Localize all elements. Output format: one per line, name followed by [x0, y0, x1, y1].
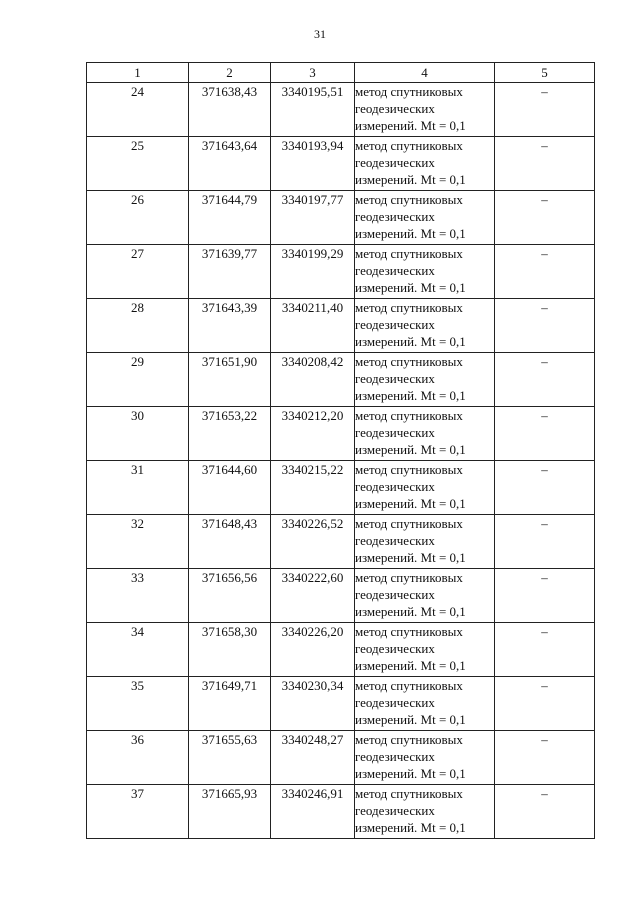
method-line: метод спутниковых [355, 570, 463, 585]
note-cell: – [495, 677, 595, 731]
coordinates-table [86, 62, 595, 839]
method-line: геодезических [355, 425, 435, 440]
point-number-cell: 31 [87, 461, 189, 515]
method-line: измерений. Mt = 0,1 [355, 172, 466, 187]
x-coordinate-cell: 371651,90 [189, 353, 271, 407]
method-line: измерений. Mt = 0,1 [355, 820, 466, 835]
header-col-2: 2 [189, 63, 271, 83]
point-number-cell: 29 [87, 353, 189, 407]
point-number-cell: 26 [87, 191, 189, 245]
method-line: измерений. Mt = 0,1 [355, 118, 466, 133]
note-cell: – [495, 407, 595, 461]
note-cell: – [495, 731, 595, 785]
method-cell [355, 623, 495, 677]
page-number: 31 [314, 27, 326, 41]
table-row [87, 677, 595, 731]
method-line: измерений. Mt = 0,1 [355, 442, 466, 457]
point-number-cell: 28 [87, 299, 189, 353]
x-coordinate-cell: 371638,43 [189, 83, 271, 137]
x-coordinate-cell: 371643,39 [189, 299, 271, 353]
table-row [87, 299, 595, 353]
table-header [87, 63, 595, 83]
table-row [87, 83, 595, 137]
method-line: метод спутниковых [355, 138, 463, 153]
method-cell [355, 137, 495, 191]
y-coordinate-cell: 3340246,91 [271, 785, 355, 839]
method-cell [355, 677, 495, 731]
method-line: геодезических [355, 263, 435, 278]
note-cell: – [495, 785, 595, 839]
method-line: геодезических [355, 641, 435, 656]
y-coordinate-cell: 3340226,52 [271, 515, 355, 569]
point-number-cell: 34 [87, 623, 189, 677]
point-number-cell: 35 [87, 677, 189, 731]
x-coordinate-cell: 371649,71 [189, 677, 271, 731]
y-coordinate-cell: 3340199,29 [271, 245, 355, 299]
y-coordinate-cell: 3340230,34 [271, 677, 355, 731]
table-body [87, 83, 595, 839]
y-coordinate-cell: 3340222,60 [271, 569, 355, 623]
point-number-cell: 32 [87, 515, 189, 569]
method-cell [355, 785, 495, 839]
y-coordinate-cell: 3340208,42 [271, 353, 355, 407]
method-line: метод спутниковых [355, 246, 463, 261]
method-cell [355, 569, 495, 623]
note-cell: – [495, 299, 595, 353]
method-line: геодезических [355, 587, 435, 602]
method-line: метод спутниковых [355, 300, 463, 315]
point-number-cell: 33 [87, 569, 189, 623]
note-cell: – [495, 515, 595, 569]
point-number-cell: 37 [87, 785, 189, 839]
method-line: измерений. Mt = 0,1 [355, 550, 466, 565]
note-cell: – [495, 137, 595, 191]
note-cell: – [495, 353, 595, 407]
method-line: геодезических [355, 371, 435, 386]
method-line: метод спутниковых [355, 732, 463, 747]
y-coordinate-cell: 3340248,27 [271, 731, 355, 785]
method-line: геодезических [355, 533, 435, 548]
method-line: геодезических [355, 695, 435, 710]
x-coordinate-cell: 371639,77 [189, 245, 271, 299]
y-coordinate-cell: 3340193,94 [271, 137, 355, 191]
method-line: метод спутниковых [355, 786, 463, 801]
table-row [87, 515, 595, 569]
method-cell [355, 83, 495, 137]
table-row [87, 245, 595, 299]
point-number-cell: 24 [87, 83, 189, 137]
x-coordinate-cell: 371658,30 [189, 623, 271, 677]
method-line: измерений. Mt = 0,1 [355, 334, 466, 349]
method-line: метод спутниковых [355, 462, 463, 477]
method-line: измерений. Mt = 0,1 [355, 226, 466, 241]
method-line: измерений. Mt = 0,1 [355, 388, 466, 403]
y-coordinate-cell: 3340226,20 [271, 623, 355, 677]
method-line: измерений. Mt = 0,1 [355, 280, 466, 295]
method-line: геодезических [355, 317, 435, 332]
table-row [87, 731, 595, 785]
note-cell: – [495, 569, 595, 623]
method-cell [355, 731, 495, 785]
method-cell [355, 515, 495, 569]
x-coordinate-cell: 371653,22 [189, 407, 271, 461]
header-col-1: 1 [87, 63, 189, 83]
method-cell [355, 245, 495, 299]
method-line: метод спутниковых [355, 516, 463, 531]
y-coordinate-cell: 3340212,20 [271, 407, 355, 461]
note-cell: – [495, 245, 595, 299]
method-line: геодезических [355, 101, 435, 116]
table-row [87, 785, 595, 839]
note-cell: – [495, 83, 595, 137]
method-line: измерений. Mt = 0,1 [355, 604, 466, 619]
method-line: измерений. Mt = 0,1 [355, 766, 466, 781]
method-cell [355, 191, 495, 245]
table-row [87, 353, 595, 407]
y-coordinate-cell: 3340211,40 [271, 299, 355, 353]
method-line: метод спутниковых [355, 408, 463, 423]
note-cell: – [495, 191, 595, 245]
x-coordinate-cell: 371643,64 [189, 137, 271, 191]
header-row [87, 63, 595, 83]
method-line: геодезических [355, 155, 435, 170]
note-cell: – [495, 623, 595, 677]
y-coordinate-cell: 3340215,22 [271, 461, 355, 515]
method-cell [355, 461, 495, 515]
y-coordinate-cell: 3340197,77 [271, 191, 355, 245]
header-col-4: 4 [355, 63, 495, 83]
table-row [87, 569, 595, 623]
table-row [87, 137, 595, 191]
note-cell: – [495, 461, 595, 515]
table-row [87, 623, 595, 677]
header-col-3: 3 [271, 63, 355, 83]
method-line: метод спутниковых [355, 678, 463, 693]
method-line: метод спутниковых [355, 84, 463, 99]
x-coordinate-cell: 371644,79 [189, 191, 271, 245]
method-line: метод спутниковых [355, 354, 463, 369]
method-cell [355, 407, 495, 461]
method-line: геодезических [355, 749, 435, 764]
table-row [87, 461, 595, 515]
method-line: измерений. Mt = 0,1 [355, 658, 466, 673]
method-line: измерений. Mt = 0,1 [355, 496, 466, 511]
method-line: метод спутниковых [355, 624, 463, 639]
method-cell [355, 353, 495, 407]
method-line: геодезических [355, 803, 435, 818]
method-line: геодезических [355, 209, 435, 224]
table-row [87, 407, 595, 461]
point-number-cell: 30 [87, 407, 189, 461]
x-coordinate-cell: 371665,93 [189, 785, 271, 839]
point-number-cell: 25 [87, 137, 189, 191]
point-number-cell: 36 [87, 731, 189, 785]
method-line: геодезических [355, 479, 435, 494]
table-row [87, 191, 595, 245]
method-cell [355, 299, 495, 353]
method-line: метод спутниковых [355, 192, 463, 207]
method-line: измерений. Mt = 0,1 [355, 712, 466, 727]
x-coordinate-cell: 371656,56 [189, 569, 271, 623]
y-coordinate-cell: 3340195,51 [271, 83, 355, 137]
x-coordinate-cell: 371648,43 [189, 515, 271, 569]
point-number-cell: 27 [87, 245, 189, 299]
header-col-5: 5 [495, 63, 595, 83]
x-coordinate-cell: 371655,63 [189, 731, 271, 785]
x-coordinate-cell: 371644,60 [189, 461, 271, 515]
